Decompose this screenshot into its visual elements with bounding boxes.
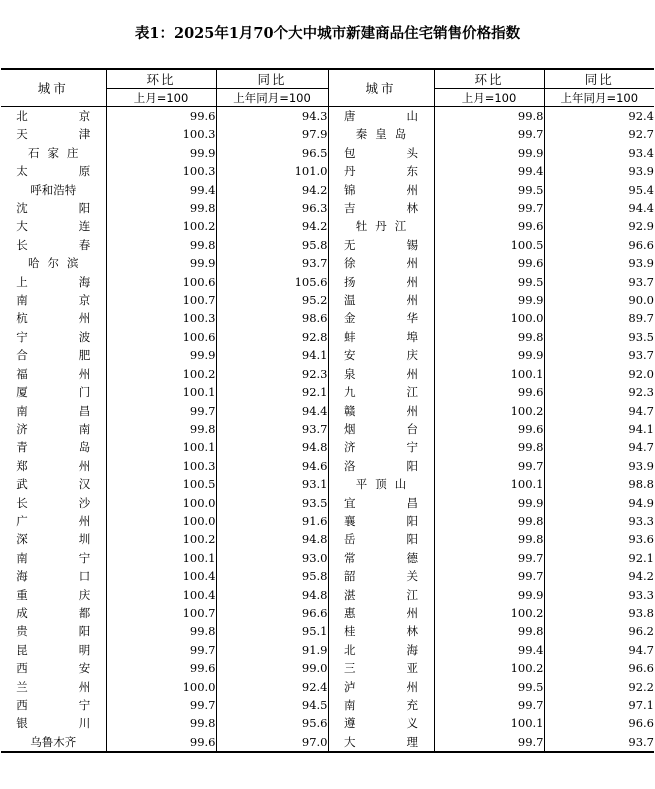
mom-value-left: 100.2 — [106, 365, 216, 383]
mom-value-right: 99.8 — [434, 622, 544, 640]
yoy-value-left: 94.8 — [216, 438, 328, 456]
yoy-value-right: 92.9 — [544, 217, 654, 235]
city-name-right: 温州 — [328, 291, 434, 309]
mom-value-left: 100.5 — [106, 475, 216, 493]
mom-value-right: 99.6 — [434, 254, 544, 272]
mom-value-left: 99.4 — [106, 181, 216, 199]
table-row — [1, 346, 654, 364]
yoy-value-right: 96.6 — [544, 659, 654, 677]
table-row — [1, 659, 654, 677]
mom-value-left: 100.7 — [106, 604, 216, 622]
page-title: 表1：2025年1月70个大中城市新建商品住宅销售价格指数 — [134, 25, 521, 42]
mom-value-left: 100.1 — [106, 549, 216, 567]
yoy-value-left: 94.3 — [216, 107, 328, 126]
yoy-value-left: 95.2 — [216, 291, 328, 309]
yoy-value-right: 94.7 — [544, 402, 654, 420]
yoy-value-left: 91.6 — [216, 512, 328, 530]
header-yoy-sub-right: 上年同月=100 — [544, 89, 654, 107]
yoy-value-right: 94.1 — [544, 420, 654, 438]
city-name-right: 烟台 — [328, 420, 434, 438]
yoy-value-left: 96.6 — [216, 604, 328, 622]
table-row — [1, 291, 654, 309]
yoy-value-right: 93.9 — [544, 254, 654, 272]
mom-value-right: 99.5 — [434, 678, 544, 696]
table-row — [1, 622, 654, 640]
mom-value-left: 100.6 — [106, 328, 216, 346]
mom-value-left: 100.2 — [106, 217, 216, 235]
city-name-right: 泸州 — [328, 678, 434, 696]
yoy-value-right: 93.6 — [544, 530, 654, 548]
yoy-value-right: 89.7 — [544, 309, 654, 327]
table-row — [1, 512, 654, 530]
city-name-left: 南宁 — [16, 550, 91, 565]
yoy-value-left: 98.6 — [216, 309, 328, 327]
table-row — [1, 402, 654, 420]
table-row — [1, 144, 654, 162]
yoy-value-left: 92.4 — [216, 678, 328, 696]
mom-value-left: 100.0 — [106, 678, 216, 696]
city-name-right: 丹东 — [328, 162, 434, 180]
yoy-value-left: 93.0 — [216, 549, 328, 567]
city-name-left: 武汉 — [16, 477, 91, 492]
mom-value-right: 99.7 — [434, 199, 544, 217]
city-name-left: 贵阳 — [16, 624, 91, 639]
yoy-value-left: 96.5 — [216, 144, 328, 162]
yoy-value-right: 97.1 — [544, 696, 654, 714]
mom-value-right: 99.9 — [434, 586, 544, 604]
yoy-value-left: 95.8 — [216, 236, 328, 254]
table-row — [1, 162, 654, 180]
city-name-right: 锦州 — [328, 181, 434, 199]
city-name-right: 蚌埠 — [328, 328, 434, 346]
price-index-table-wrapper — [0, 68, 655, 753]
yoy-value-right: 94.4 — [544, 199, 654, 217]
table-row — [1, 420, 654, 438]
yoy-value-left: 92.3 — [216, 365, 328, 383]
city-name-right: 金华 — [328, 309, 434, 327]
yoy-value-left: 99.0 — [216, 659, 328, 677]
yoy-value-right: 93.7 — [544, 346, 654, 364]
mom-value-right: 99.5 — [434, 273, 544, 291]
yoy-value-left: 94.6 — [216, 457, 328, 475]
mom-value-left: 99.9 — [106, 144, 216, 162]
mom-value-right: 100.1 — [434, 714, 544, 732]
table-row — [1, 733, 654, 752]
yoy-value-right: 93.8 — [544, 604, 654, 622]
yoy-value-right: 94.9 — [544, 494, 654, 512]
city-name-left: 太原 — [16, 164, 91, 179]
mom-value-right: 99.6 — [434, 217, 544, 235]
table-row — [1, 383, 654, 401]
mom-value-left: 100.4 — [106, 586, 216, 604]
yoy-value-left: 95.8 — [216, 567, 328, 585]
yoy-value-left: 93.7 — [216, 254, 328, 272]
mom-value-right: 99.6 — [434, 383, 544, 401]
mom-value-left: 99.8 — [106, 420, 216, 438]
mom-value-left: 100.4 — [106, 567, 216, 585]
price-index-table — [1, 68, 654, 753]
city-name-left: 沈阳 — [16, 201, 91, 216]
header-yoy-right: 同比 — [544, 69, 654, 89]
mom-value-right: 99.7 — [434, 567, 544, 585]
city-name-right: 岳阳 — [328, 530, 434, 548]
city-name-left: 呼和浩特 — [30, 182, 77, 197]
table-body — [1, 107, 654, 753]
city-name-right: 安庆 — [328, 346, 434, 364]
mom-value-right: 99.7 — [434, 733, 544, 752]
city-name-right: 桂林 — [328, 622, 434, 640]
city-name-left: 成都 — [16, 605, 91, 620]
city-name-right: 平顶山 — [328, 475, 434, 493]
mom-value-left: 100.6 — [106, 273, 216, 291]
yoy-value-right: 92.0 — [544, 365, 654, 383]
city-name-right: 泉州 — [328, 365, 434, 383]
mom-value-left: 99.9 — [106, 346, 216, 364]
city-name-left: 哈尔滨 — [28, 256, 87, 271]
table-row — [1, 273, 654, 291]
mom-value-right: 99.8 — [434, 328, 544, 346]
mom-value-right: 99.7 — [434, 457, 544, 475]
city-name-right: 秦皇岛 — [328, 125, 434, 143]
table-row — [1, 199, 654, 217]
yoy-value-left: 95.1 — [216, 622, 328, 640]
mom-value-right: 100.0 — [434, 309, 544, 327]
yoy-value-left: 94.8 — [216, 530, 328, 548]
mom-value-right: 99.8 — [434, 438, 544, 456]
mom-value-right: 100.2 — [434, 604, 544, 622]
mom-value-right: 99.9 — [434, 144, 544, 162]
table-row — [1, 328, 654, 346]
city-name-left: 厦门 — [16, 385, 91, 400]
city-name-left: 天津 — [16, 127, 91, 142]
city-name-left: 福州 — [16, 366, 91, 381]
header-yoy-sub-left: 上年同月=100 — [216, 89, 328, 107]
table-row — [1, 475, 654, 493]
city-name-left: 青岛 — [16, 440, 91, 455]
mom-value-right: 99.9 — [434, 494, 544, 512]
mom-value-left: 100.3 — [106, 125, 216, 143]
mom-value-right: 99.4 — [434, 162, 544, 180]
header-mom-sub-left: 上月=100 — [106, 89, 216, 107]
mom-value-left: 99.9 — [106, 254, 216, 272]
city-name-right: 扬州 — [328, 273, 434, 291]
mom-value-right: 100.1 — [434, 365, 544, 383]
yoy-value-right: 93.9 — [544, 162, 654, 180]
table-head — [1, 69, 654, 107]
city-name-right: 韶关 — [328, 567, 434, 585]
city-name-left: 长沙 — [16, 495, 91, 510]
mom-value-left: 99.6 — [106, 107, 216, 126]
table-row — [1, 494, 654, 512]
yoy-value-left: 93.7 — [216, 420, 328, 438]
yoy-value-left: 94.8 — [216, 586, 328, 604]
header-city-right: 城市 — [328, 69, 434, 107]
mom-value-left: 100.3 — [106, 162, 216, 180]
mom-value-right: 100.1 — [434, 475, 544, 493]
city-name-right: 遵义 — [328, 714, 434, 732]
yoy-value-right: 93.3 — [544, 586, 654, 604]
city-name-left: 乌鲁木齐 — [1, 733, 106, 752]
table-row — [1, 125, 654, 143]
mom-value-left: 99.6 — [106, 733, 216, 752]
table-row — [1, 309, 654, 327]
mom-value-left: 100.0 — [106, 494, 216, 512]
table-row — [1, 530, 654, 548]
yoy-value-left: 97.0 — [216, 733, 328, 752]
city-name-right: 宜昌 — [328, 494, 434, 512]
yoy-value-left: 94.4 — [216, 402, 328, 420]
city-name-left: 西宁 — [16, 698, 91, 712]
city-name-left: 兰州 — [16, 679, 91, 694]
city-name-right: 南充 — [328, 696, 434, 714]
yoy-value-right: 98.8 — [544, 475, 654, 493]
yoy-value-right: 92.4 — [544, 107, 654, 126]
city-name-right: 赣州 — [328, 402, 434, 420]
yoy-value-right: 94.7 — [544, 641, 654, 659]
yoy-value-left: 94.2 — [216, 217, 328, 235]
mom-value-left: 99.7 — [106, 696, 216, 714]
city-name-left: 广州 — [16, 513, 91, 528]
table-row — [1, 365, 654, 383]
city-name-left: 长春 — [16, 237, 91, 252]
yoy-value-left: 95.6 — [216, 714, 328, 732]
city-name-left: 银川 — [16, 716, 91, 731]
table-row — [1, 604, 654, 622]
yoy-value-right: 93.9 — [544, 457, 654, 475]
city-name-right: 洛阳 — [328, 457, 434, 475]
city-name-right: 徐州 — [328, 254, 434, 272]
yoy-value-left: 92.1 — [216, 383, 328, 401]
city-name-left: 济南 — [16, 421, 91, 436]
yoy-value-left: 94.2 — [216, 181, 328, 199]
yoy-value-left: 97.9 — [216, 125, 328, 143]
yoy-value-left: 92.8 — [216, 328, 328, 346]
yoy-value-right: 94.7 — [544, 438, 654, 456]
yoy-value-right: 92.3 — [544, 383, 654, 401]
mom-value-right: 100.2 — [434, 402, 544, 420]
city-name-right: 牡丹江 — [328, 217, 434, 235]
table-row — [1, 438, 654, 456]
city-name-right: 惠州 — [328, 604, 434, 622]
mom-value-right: 99.5 — [434, 181, 544, 199]
yoy-value-right: 93.5 — [544, 328, 654, 346]
yoy-value-left: 91.9 — [216, 641, 328, 659]
mom-value-left: 99.7 — [106, 641, 216, 659]
header-mom-sub-right: 上月=100 — [434, 89, 544, 107]
mom-value-right: 100.5 — [434, 236, 544, 254]
table-header-group-row — [1, 69, 654, 89]
city-name-left: 南京 — [16, 293, 91, 308]
mom-value-left: 99.6 — [106, 659, 216, 677]
table-row — [1, 217, 654, 235]
city-name-right: 大理 — [328, 733, 434, 752]
mom-value-right: 99.8 — [434, 530, 544, 548]
yoy-value-right: 92.1 — [544, 549, 654, 567]
table-row — [1, 181, 654, 199]
yoy-value-right: 95.4 — [544, 181, 654, 199]
mom-value-right: 99.7 — [434, 549, 544, 567]
table-row — [1, 678, 654, 696]
mom-value-left: 100.1 — [106, 438, 216, 456]
yoy-value-right: 93.3 — [544, 512, 654, 530]
city-name-left: 合肥 — [16, 348, 91, 363]
mom-value-left: 100.7 — [106, 291, 216, 309]
city-name-left: 石家庄 — [28, 145, 87, 160]
mom-value-right: 99.9 — [434, 291, 544, 309]
city-name-left: 南昌 — [16, 403, 91, 418]
yoy-value-left: 101.0 — [216, 162, 328, 180]
mom-value-left: 100.3 — [106, 309, 216, 327]
yoy-value-right: 96.6 — [544, 714, 654, 732]
table-row — [1, 254, 654, 272]
mom-value-left: 99.8 — [106, 236, 216, 254]
city-name-right: 唐山 — [328, 107, 434, 126]
city-name-left: 西安 — [16, 661, 91, 676]
city-name-right: 常德 — [328, 549, 434, 567]
city-name-left: 宁波 — [16, 329, 91, 344]
city-name-right: 九江 — [328, 383, 434, 401]
yoy-value-left: 105.6 — [216, 273, 328, 291]
mom-value-left: 100.2 — [106, 530, 216, 548]
table-row — [1, 107, 654, 126]
city-name-right: 包头 — [328, 144, 434, 162]
mom-value-left: 100.3 — [106, 457, 216, 475]
mom-value-right: 99.9 — [434, 346, 544, 364]
city-name-right: 北海 — [328, 641, 434, 659]
city-name-left: 深圳 — [16, 532, 91, 547]
mom-value-left: 99.8 — [106, 622, 216, 640]
city-name-right: 湛江 — [328, 586, 434, 604]
mom-value-left: 99.8 — [106, 199, 216, 217]
city-name-left: 重庆 — [16, 587, 91, 602]
mom-value-right: 99.8 — [434, 107, 544, 126]
yoy-value-right: 93.7 — [544, 733, 654, 752]
mom-value-left: 99.7 — [106, 402, 216, 420]
yoy-value-right: 93.7 — [544, 273, 654, 291]
mom-value-right: 100.2 — [434, 659, 544, 677]
mom-value-left: 100.0 — [106, 512, 216, 530]
table-row — [1, 714, 654, 732]
mom-value-left: 100.1 — [106, 383, 216, 401]
header-city-left: 城市 — [1, 69, 106, 107]
table-row — [1, 236, 654, 254]
yoy-value-right: 96.2 — [544, 622, 654, 640]
yoy-value-right: 90.0 — [544, 291, 654, 309]
mom-value-right: 99.7 — [434, 696, 544, 714]
table-row — [1, 641, 654, 659]
yoy-value-left: 94.1 — [216, 346, 328, 364]
yoy-value-right: 92.2 — [544, 678, 654, 696]
city-name-right: 襄阳 — [328, 512, 434, 530]
yoy-value-left: 94.5 — [216, 696, 328, 714]
mom-value-right: 99.8 — [434, 512, 544, 530]
yoy-value-right: 92.7 — [544, 125, 654, 143]
header-mom-right: 环比 — [434, 69, 544, 89]
city-name-left: 上海 — [16, 274, 91, 289]
city-name-right: 吉林 — [328, 199, 434, 217]
city-name-right: 济宁 — [328, 438, 434, 456]
yoy-value-right: 96.6 — [544, 236, 654, 254]
city-name-right: 无锡 — [328, 236, 434, 254]
city-name-left: 郑州 — [16, 458, 91, 473]
city-name-left: 昆明 — [16, 642, 91, 657]
header-mom-left: 环比 — [106, 69, 216, 89]
table-row — [1, 567, 654, 585]
yoy-value-right: 93.4 — [544, 144, 654, 162]
city-name-right: 三亚 — [328, 659, 434, 677]
header-yoy-left: 同比 — [216, 69, 328, 89]
city-name-left: 大连 — [16, 219, 91, 234]
city-name-left: 杭州 — [16, 311, 91, 326]
city-name-left: 北京 — [16, 109, 91, 123]
city-name-left: 海口 — [16, 569, 91, 584]
yoy-value-left: 96.3 — [216, 199, 328, 217]
table-row — [1, 457, 654, 475]
table-row — [1, 696, 654, 714]
mom-value-right: 99.4 — [434, 641, 544, 659]
yoy-value-left: 93.1 — [216, 475, 328, 493]
mom-value-left: 99.8 — [106, 714, 216, 732]
yoy-value-left: 93.5 — [216, 494, 328, 512]
mom-value-right: 99.6 — [434, 420, 544, 438]
mom-value-right: 99.7 — [434, 125, 544, 143]
table-row — [1, 549, 654, 567]
table-row — [1, 586, 654, 604]
yoy-value-right: 94.2 — [544, 567, 654, 585]
